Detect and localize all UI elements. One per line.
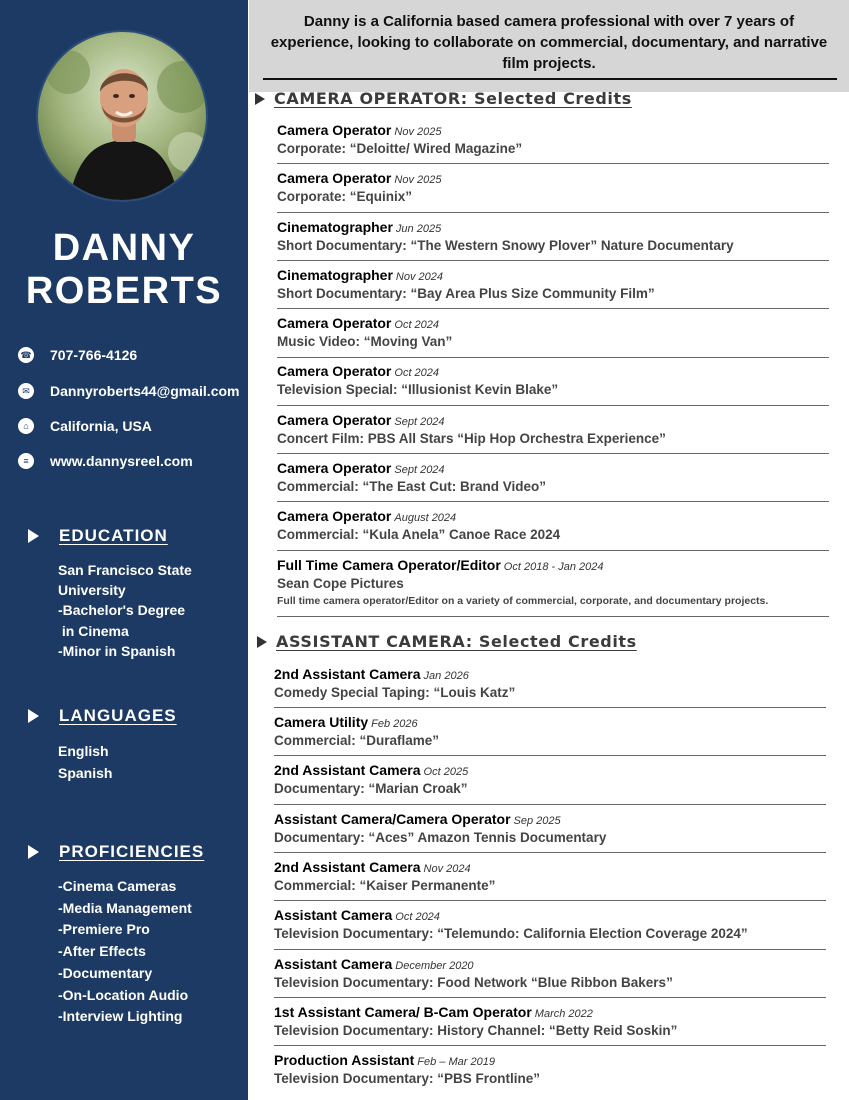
- triangle-bullet-icon: [255, 93, 265, 105]
- credit-item: Camera Operator Oct 2024 Music Video: “Moving Van”: [277, 315, 829, 358]
- assistant-camera-credits: [274, 0, 826, 1100]
- credit-item: Camera Operator Oct 2024 Television Special: “Illusionist Kevin Blake”: [277, 363, 829, 406]
- contact-email[interactable]: [18, 383, 240, 399]
- credit-item: 1st Assistant Camera/ B-Cam Operator March 2022 Television Documentary: History Channel: “Betty Reid Soskin”: [274, 1004, 826, 1046]
- credit-item: Cinematographer Nov 2024 Short Documentary: “Bay Area Plus Size Community Film”: [277, 267, 829, 309]
- proficiencies-list: [58, 876, 238, 1028]
- education-line: University: [58, 582, 126, 599]
- credit-item: 2nd Assistant Camera Nov 2024 Commercial: “Kaiser Permanente”: [274, 859, 826, 901]
- proficiency-item: -Cinema Cameras: [58, 878, 177, 894]
- contact-phone[interactable]: [18, 347, 137, 363]
- summary-text: Danny is a California based camera professional with over 7 years of experience, looking to collaborate on commercial, documentary, and narrative film projects.: [270, 13, 828, 72]
- triangle-bullet-icon: [28, 709, 39, 723]
- proficiency-item: -Documentary: [58, 964, 153, 981]
- education-list: [58, 560, 238, 661]
- triangle-bullet-icon: [257, 636, 267, 648]
- proficiency-item: -Interview Lighting: [58, 1008, 183, 1025]
- language-item: English: [58, 743, 109, 759]
- proficiency-item: -Media Management: [58, 899, 192, 916]
- proficiency-item: -After Effects: [58, 943, 146, 960]
- credit-item: Assistant Camera Oct 2024 Television Documentary: “Telemundo: California Election Coverage 2024”: [274, 907, 826, 950]
- languages-list: [58, 740, 238, 784]
- credit-item: Camera Operator Sept 2024 Concert Film: PBS All Stars “Hip Hop Orchestra Experience”: [277, 412, 829, 454]
- profile-photo: [36, 30, 208, 202]
- education-heading: EDUCATION: [28, 526, 168, 546]
- proficiency-item: -Premiere Pro: [58, 921, 150, 938]
- camera-operator-heading: CAMERA OPERATOR: Selected Credits: [255, 89, 632, 108]
- location-text: California, USA: [50, 418, 152, 434]
- credit-item: Assistant Camera/Camera Operator Sep 2025 Documentary: “Aces” Amazon Tennis Documentary: [274, 811, 826, 853]
- assistant-camera-heading: ASSISTANT CAMERA: Selected Credits: [257, 632, 637, 651]
- triangle-bullet-icon: [28, 845, 39, 859]
- credit-item: Camera Operator Sept 2024 Commercial: “The East Cut: Brand Video”: [277, 460, 829, 502]
- website-text: www.dannysreel.com: [50, 453, 193, 469]
- credit-item: 2nd Assistant Camera Oct 2025 Documentary: “Marian Croak”: [274, 762, 826, 805]
- web-icon: ≡: [18, 453, 34, 469]
- credit-item: Camera Operator Nov 2025 Corporate: “Equinix”: [277, 170, 829, 213]
- email-icon: ✉: [18, 383, 34, 399]
- credit-item: Camera Operator Nov 2025 Corporate: “Deloitte/ Wired Magazine”: [277, 122, 829, 164]
- education-line: San Francisco State: [58, 562, 192, 578]
- email-text: Dannyroberts44@gmail.com: [50, 383, 240, 399]
- education-line: in Cinema: [58, 622, 129, 639]
- credit-item: Camera Utility Feb 2026 Commercial: “Duraflame”: [274, 714, 826, 756]
- credit-item: Assistant Camera December 2020 Television Documentary: Food Network “Blue Ribbon Bakers”: [274, 956, 826, 998]
- credit-item: 2nd Assistant Camera Jan 2026 Comedy Special Taping: “Louis Katz”: [274, 666, 826, 708]
- home-icon: ⌂: [18, 418, 34, 434]
- credit-item: Full Time Camera Operator/Editor Oct 2018 - Jan 2024 Sean Cope Pictures Full time camera operator/Editor on a variety of commercial, corporate, and documentary projects.: [277, 557, 829, 617]
- education-line: -Bachelor's Degree: [58, 602, 186, 619]
- languages-heading: LANGUAGES: [28, 706, 177, 726]
- phone-icon: ☎: [18, 347, 34, 363]
- proficiency-item: -On-Location Audio: [58, 986, 189, 1003]
- first-name: DANNY: [52, 227, 196, 269]
- contact-website[interactable]: [18, 453, 193, 469]
- last-name: ROBERTS: [25, 270, 223, 312]
- triangle-bullet-icon: [28, 529, 39, 543]
- credit-item: Camera Operator August 2024 Commercial: “Kula Anela” Canoe Race 2024: [277, 508, 829, 551]
- sidebar: [0, 0, 248, 1100]
- credit-item: Cinematographer Jun 2025 Short Documentary: “The Western Snowy Plover” Nature Documentary: [277, 219, 829, 261]
- education-line: -Minor in Spanish: [58, 642, 176, 659]
- credit-item: Production Assistant Feb – Mar 2019 Television Documentary: “PBS Frontline”: [274, 1052, 541, 1086]
- phone-text: 707-766-4126: [50, 347, 138, 363]
- language-item: Spanish: [58, 765, 113, 781]
- proficiencies-heading: PROFICIENCIES: [28, 842, 204, 862]
- contact-location: [18, 418, 152, 434]
